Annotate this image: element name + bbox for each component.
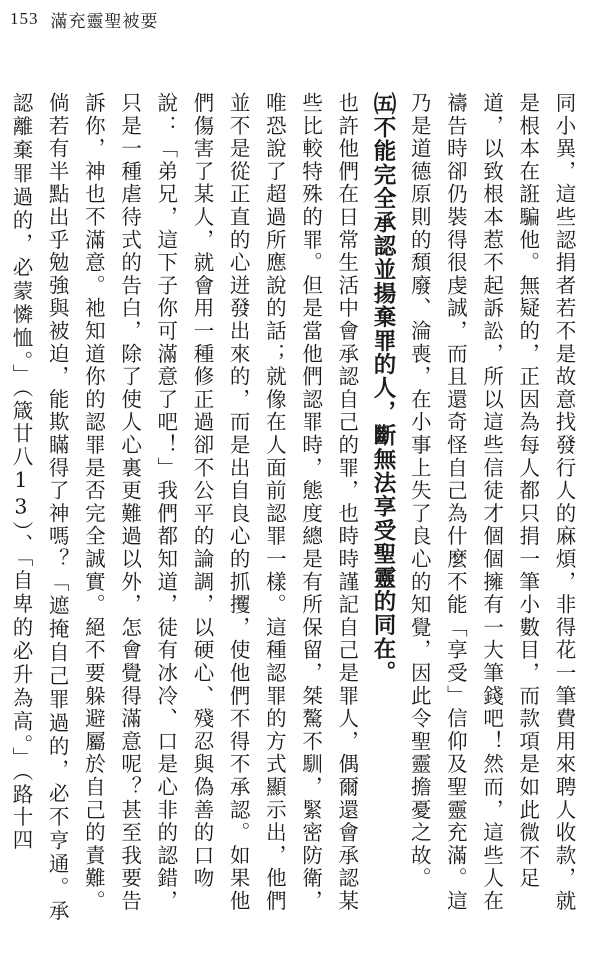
section-body: 也許他們在日常生活中會承認自己的罪，也時時謹記自己是罪人，偶爾還會承認某些比較特殊的罪。但是當他們認罪時，態度總是有所保留，桀驁不馴，緊密防衛，唯恐說了超過所應說的話；就像在人面前認罪一樣。這種認罪的方式顯示出，他們並不是從正直的心迸發出來的，而是出自良心的抓攫，使他們不得不承認。如果他們傷害了某人，就會用一種修正過卻不公平的論調，以硬心、殘忍與偽善的口吻說：「弟兄，這下子你可滿意了吧！」我們都知道，徒有冰冷、口是心非的認錯，只是一種虐待式的告白，除了使人心裏更難過以外，怎會覺得滿意呢？甚至我要告訴你，神也不滿意。祂知道你的認罪是否完全誠實。絕不要躲避屬於自己的責難。倘若有半點出乎勉強與被迫，能欺瞞得了神嗎？ (45, 92, 359, 913)
page-number: 153 (10, 9, 39, 28)
page-header (10, 4, 159, 34)
scripture-reference-2: （路十四 (8, 770, 33, 852)
paragraph-intro: 同小異，這些認捐者若不是故意找發行人的麻煩，非得花一筆費用來聘人收款，就是根本在誑騙他。無疑的，正因為每人都只捐一筆小數目，而款項是如此微不足道，以致根本惹不起訴訟，所以這些信徒才個個擁有一大筆錢吧！然而，這些人在禱告時卻仍裝得很虔誠，而且還奇怪自己為什麼不能「享受」信仰及聖靈充滿。這乃是道德原則的頹廢、淪喪，在小事上失了良心的知覺，因此令聖靈擔憂之故。 (407, 92, 576, 913)
scripture-quote-1: 「遮掩自己罪過的，必不亨通。承認離棄罪過的，必蒙憐恤。」 (8, 92, 70, 924)
scripture-reference-1: （箴廿八13） (8, 387, 33, 534)
connector-mark: 、 (8, 533, 33, 557)
section-heading: ㈤不能完全承認並揚棄罪的人，斷無法享受聖靈的同在。 (369, 92, 396, 685)
running-title: 滿充靈聖被要 (50, 11, 159, 32)
vertical-body-text (3, 92, 582, 932)
scripture-quote-2: 「自卑的必升為高。」 (8, 556, 33, 771)
paragraph-section (3, 92, 365, 932)
